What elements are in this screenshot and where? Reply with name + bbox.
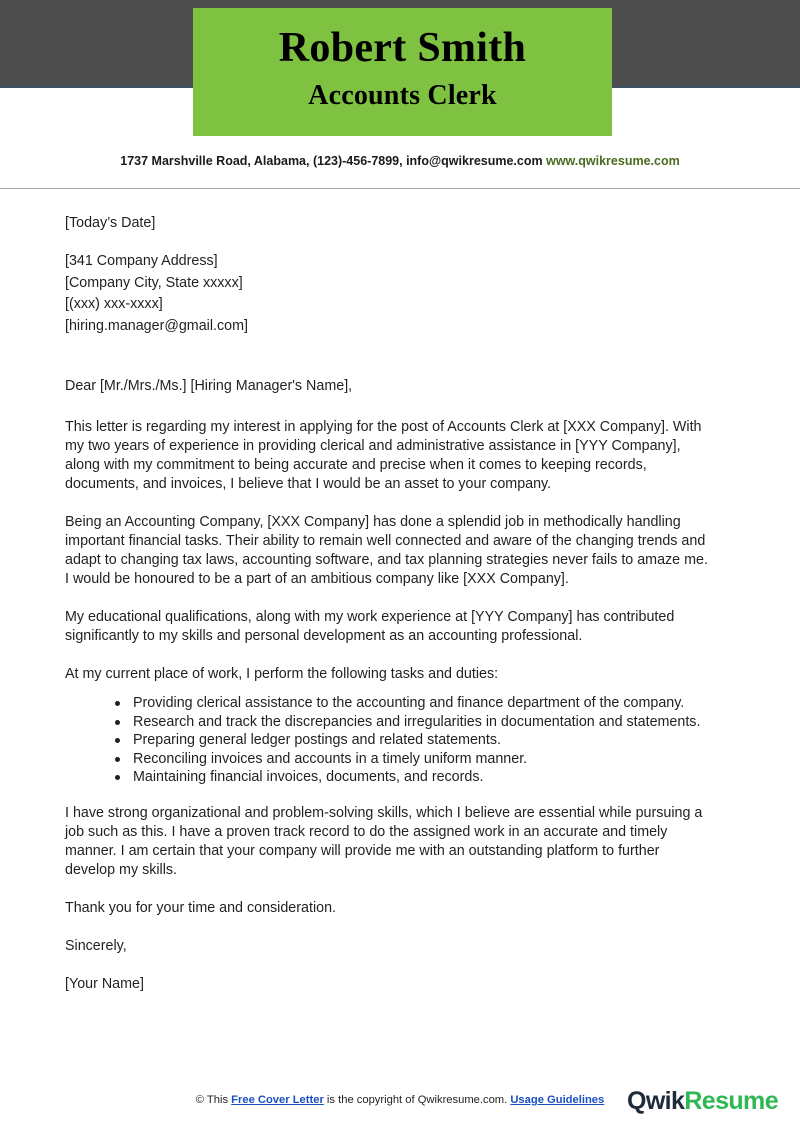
contact-line (0, 154, 800, 168)
body-paragraph-2: Being an Accounting Company, [XXX Company] has done a splendid job in methodically handling important financial tasks. Their ability to remain well connected and aware of the changing trends and adapt to changing tax laws, accounting software, and tax planning strategies never fails to amaze me. I would be honoured to be a part of an ambitious company like [XXX Company]. (65, 514, 708, 587)
recipient-city-line: [Company City, State xxxxx] (65, 274, 243, 291)
sign-off: Sincerely, (65, 937, 127, 954)
list-item: Providing clerical assistance to the accounting and finance department of the company. (115, 694, 710, 713)
recipient-email-line: [hiring.manager@gmail.com] (65, 317, 248, 334)
logo-text-resume: Resume (684, 1087, 778, 1115)
contact-website-link[interactable]: www.qwikresume.com (546, 154, 680, 168)
letter-body (65, 214, 710, 994)
list-item: Maintaining financial invoices, documents, and records. (115, 768, 710, 787)
page-footer (0, 1085, 800, 1131)
duties-list (65, 694, 710, 787)
copyright-prefix: © This (195, 1094, 232, 1106)
body-paragraph-1: This letter is regarding my interest in applying for the post of Accounts Clerk at [XXX Company]. With my two years of experience in providing clerical and administrative assistance in [YYY Company], along with my commitment to being accurate and precise when it comes to keeping records, documents, and invoices, I believe that I would be an asset to your company. (65, 419, 702, 492)
qwikresume-logo[interactable] (627, 1087, 778, 1116)
salutation: Dear [Mr./Mrs./Ms.] [Hiring Manager's Name], (65, 378, 353, 394)
letter-date: [Today’s Date] (65, 215, 156, 231)
name-title-box (193, 8, 612, 136)
duties-intro: At my current place of work, I perform the following tasks and duties: (65, 666, 499, 682)
usage-guidelines-link[interactable]: Usage Guidelines (510, 1094, 605, 1106)
free-cover-letter-link[interactable]: Free Cover Letter (231, 1094, 324, 1106)
recipient-phone-line: [(xxx) xxx-xxxx] (65, 296, 163, 312)
copyright-middle: is the copyright of Qwikresume.com. (323, 1094, 511, 1106)
contact-details: 1737 Marshville Road, Alabama, (123)-456-7899, info@qwikresume.com (120, 154, 543, 168)
recipient-address-block (65, 251, 710, 337)
header-divider (0, 188, 800, 189)
applicant-name: Robert Smith (278, 25, 527, 71)
list-item: Research and track the discrepancies and irregularities in documentation and statements. (115, 713, 710, 732)
signature-name: [Your Name] (65, 975, 144, 992)
body-paragraph-3: My educational qualifications, along with my work experience at [YYY Company] has contributed significantly to my skills and personal development as an accounting professional. (65, 609, 675, 644)
list-item: Preparing general ledger postings and related statements. (115, 731, 710, 750)
thank-you-line: Thank you for your time and consideration. (65, 899, 336, 916)
list-item: Reconciling invoices and accounts in a timely uniform manner. (115, 750, 710, 769)
body-paragraph-4: I have strong organizational and problem-solving skills, which I believe are essential while pursuing a job such as this. I have a proven track record to do the assigned work in an accurate and timely manner. I am certain that your company will provide me with an outstanding platform to further develop my skills. (65, 804, 703, 878)
logo-text-qwik: Qwik (626, 1087, 685, 1115)
recipient-address-line: [341 Company Address] (65, 253, 218, 269)
applicant-job-title: Accounts Clerk (308, 80, 497, 111)
